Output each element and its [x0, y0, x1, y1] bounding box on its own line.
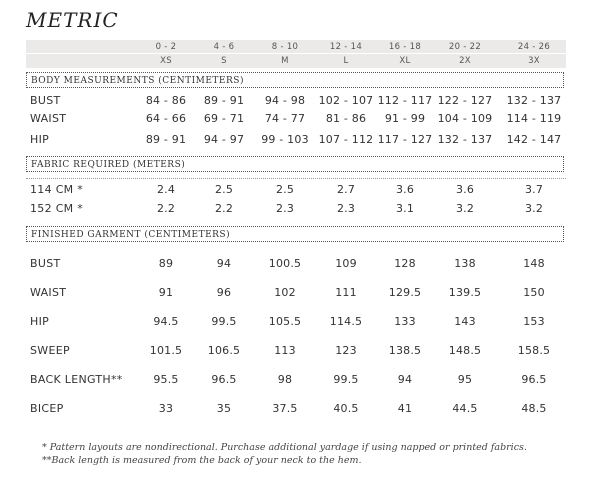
table-cell: 129.5 — [388, 286, 422, 299]
table-cell: 3.6 — [455, 183, 475, 196]
table-row — [0, 373, 600, 387]
footnote-pattern: * Pattern layouts are nondirectional. Purchase additional yardage if using napped or printed fabrics. — [42, 442, 527, 453]
table-cell: 44.5 — [452, 402, 478, 415]
table-cell: 139.5 — [448, 286, 482, 299]
table-cell: 3.1 — [395, 202, 415, 215]
table-row — [0, 112, 600, 126]
table-cell: 2.5 — [275, 183, 295, 196]
section-fabric-required: FABRIC REQUIRED (METERS) — [26, 156, 564, 172]
size-numeric-label: 24 - 26 — [517, 42, 551, 52]
table-cell: 114 - 119 — [506, 112, 562, 125]
table-cell: 74 - 77 — [264, 112, 306, 125]
table-cell: 117 - 127 — [377, 133, 433, 146]
table-cell: 111 — [335, 286, 357, 299]
table-cell: 153 — [523, 315, 545, 328]
table-cell: 101.5 — [149, 344, 183, 357]
table-cell: 109 — [335, 257, 357, 270]
row-label: BUST — [30, 94, 61, 107]
table-row — [0, 94, 600, 108]
table-cell: 91 — [158, 286, 174, 299]
table-cell: 133 — [394, 315, 416, 328]
table-cell: 96 — [216, 286, 232, 299]
table-cell: 158.5 — [517, 344, 551, 357]
size-numeric-label: 8 - 10 — [271, 42, 299, 52]
size-numeric-label: 16 - 18 — [388, 42, 422, 52]
table-row — [0, 315, 600, 329]
table-cell: 81 - 86 — [325, 112, 367, 125]
size-letter-label: XL — [399, 56, 411, 66]
table-row — [0, 183, 600, 197]
table-cell: 96.5 — [211, 373, 237, 386]
table-cell: 89 - 91 — [203, 94, 245, 107]
table-cell: 37.5 — [272, 402, 298, 415]
table-cell: 95.5 — [153, 373, 179, 386]
footnote-back-length: **Back length is measured from the back of your neck to the hem. — [42, 455, 362, 466]
row-label: 114 CM * — [30, 183, 84, 196]
table-cell: 132 - 137 — [506, 94, 562, 107]
table-cell: 107 - 112 — [318, 133, 374, 146]
table-cell: 3.7 — [524, 183, 544, 196]
table-cell: 3.2 — [455, 202, 475, 215]
size-numeric-label: 12 - 14 — [329, 42, 363, 52]
table-row — [0, 133, 600, 147]
table-cell: 94 - 98 — [264, 94, 306, 107]
table-row — [0, 257, 600, 271]
table-cell: 138.5 — [388, 344, 422, 357]
row-label: WAIST — [30, 286, 67, 299]
table-cell: 99 - 103 — [261, 133, 309, 146]
table-cell: 142 - 147 — [506, 133, 562, 146]
row-label: HIP — [30, 315, 50, 328]
table-cell: 148 — [523, 257, 545, 270]
table-cell: 48.5 — [521, 402, 547, 415]
table-cell: 102 - 107 — [318, 94, 374, 107]
table-cell: 40.5 — [333, 402, 359, 415]
table-cell: 96.5 — [521, 373, 547, 386]
table-cell: 99.5 — [211, 315, 237, 328]
size-numeric-label: 0 - 2 — [155, 42, 177, 52]
page-title: METRIC — [26, 8, 119, 32]
table-cell: 3.2 — [524, 202, 544, 215]
table-cell: 95 — [457, 373, 473, 386]
table-cell: 128 — [394, 257, 416, 270]
table-cell: 89 — [158, 257, 174, 270]
size-letter-label: 2X — [459, 56, 471, 66]
table-cell: 112 - 117 — [377, 94, 433, 107]
table-row — [0, 202, 600, 216]
size-letter-label: L — [343, 56, 349, 66]
table-cell: 91 - 99 — [384, 112, 426, 125]
table-cell: 2.3 — [336, 202, 356, 215]
size-letter-label: M — [281, 56, 289, 66]
size-letter-label: XS — [160, 56, 172, 66]
table-cell: 143 — [454, 315, 476, 328]
table-row — [0, 402, 600, 416]
table-cell: 2.7 — [336, 183, 356, 196]
size-header — [26, 40, 566, 68]
table-cell: 35 — [216, 402, 232, 415]
row-label: WAIST — [30, 112, 67, 125]
size-header-divider — [26, 53, 566, 54]
row-label: HIP — [30, 133, 50, 146]
section-body-measurements: BODY MEASUREMENTS (CENTIMETERS) — [26, 72, 564, 88]
table-cell: 138 — [454, 257, 476, 270]
table-cell: 100.5 — [268, 257, 302, 270]
table-row — [0, 286, 600, 300]
table-cell: 113 — [274, 344, 296, 357]
table-cell: 33 — [158, 402, 174, 415]
table-cell: 2.3 — [275, 202, 295, 215]
table-cell: 132 - 137 — [437, 133, 493, 146]
section-finished-garment: FINISHED GARMENT (CENTIMETERS) — [26, 226, 564, 242]
size-letter-label: S — [221, 56, 227, 66]
row-label: BACK LENGTH** — [30, 373, 123, 386]
table-cell: 2.4 — [156, 183, 176, 196]
table-cell: 106.5 — [207, 344, 241, 357]
table-cell: 98 — [277, 373, 293, 386]
table-cell: 105.5 — [268, 315, 302, 328]
table-cell: 123 — [335, 344, 357, 357]
table-cell: 122 - 127 — [437, 94, 493, 107]
table-cell: 41 — [397, 402, 413, 415]
table-cell: 3.6 — [395, 183, 415, 196]
table-cell: 69 - 71 — [203, 112, 245, 125]
table-cell: 2.5 — [214, 183, 234, 196]
size-letter-label: 3X — [528, 56, 540, 66]
table-cell: 2.2 — [214, 202, 234, 215]
table-cell: 94 — [216, 257, 232, 270]
row-separator — [26, 178, 566, 180]
table-cell: 114.5 — [329, 315, 363, 328]
table-cell: 89 - 91 — [145, 133, 187, 146]
size-numeric-label: 20 - 22 — [448, 42, 482, 52]
table-cell: 84 - 86 — [145, 94, 187, 107]
row-label: BUST — [30, 257, 61, 270]
table-cell: 148.5 — [448, 344, 482, 357]
table-cell: 64 - 66 — [145, 112, 187, 125]
table-row — [0, 344, 600, 358]
table-cell: 150 — [523, 286, 545, 299]
table-cell: 94 — [397, 373, 413, 386]
row-label: 152 CM * — [30, 202, 84, 215]
table-cell: 102 — [274, 286, 296, 299]
table-cell: 104 - 109 — [437, 112, 493, 125]
row-label: SWEEP — [30, 344, 70, 357]
table-cell: 94 - 97 — [203, 133, 245, 146]
table-cell: 94.5 — [153, 315, 179, 328]
table-cell: 99.5 — [333, 373, 359, 386]
size-numeric-label: 4 - 6 — [213, 42, 235, 52]
row-label: BICEP — [30, 402, 64, 415]
table-cell: 2.2 — [156, 202, 176, 215]
